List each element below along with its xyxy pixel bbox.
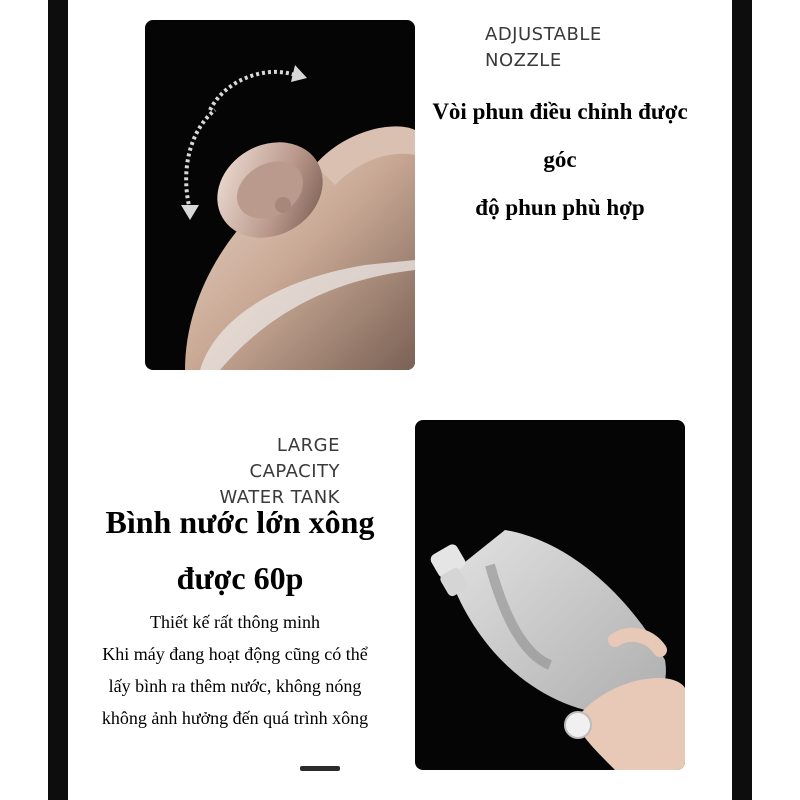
water-tank-heading: LARGE CAPACITY WATER TANK — [219, 435, 340, 508]
bottom-divider-bar — [300, 766, 340, 771]
water-tank-photo — [415, 420, 685, 770]
water-tank-title: Bình nước lớn xông được 60p — [105, 504, 375, 596]
water-tank-description: Thiết kế rất thông minh Khi máy đang hoạt động cũng có thể lấy bình ra thêm nước, không nóng không ảnh hưởng đến quá trình xông — [101, 612, 369, 728]
nozzle-description: Vòi phun điều chỉnh được góc độ phun phù hợp — [432, 99, 688, 220]
adjustable-nozzle-heading: ADJUSTABLE NOZZLE — [485, 24, 602, 71]
nozzle-photo — [145, 20, 415, 370]
right-edge-bar — [732, 0, 752, 800]
